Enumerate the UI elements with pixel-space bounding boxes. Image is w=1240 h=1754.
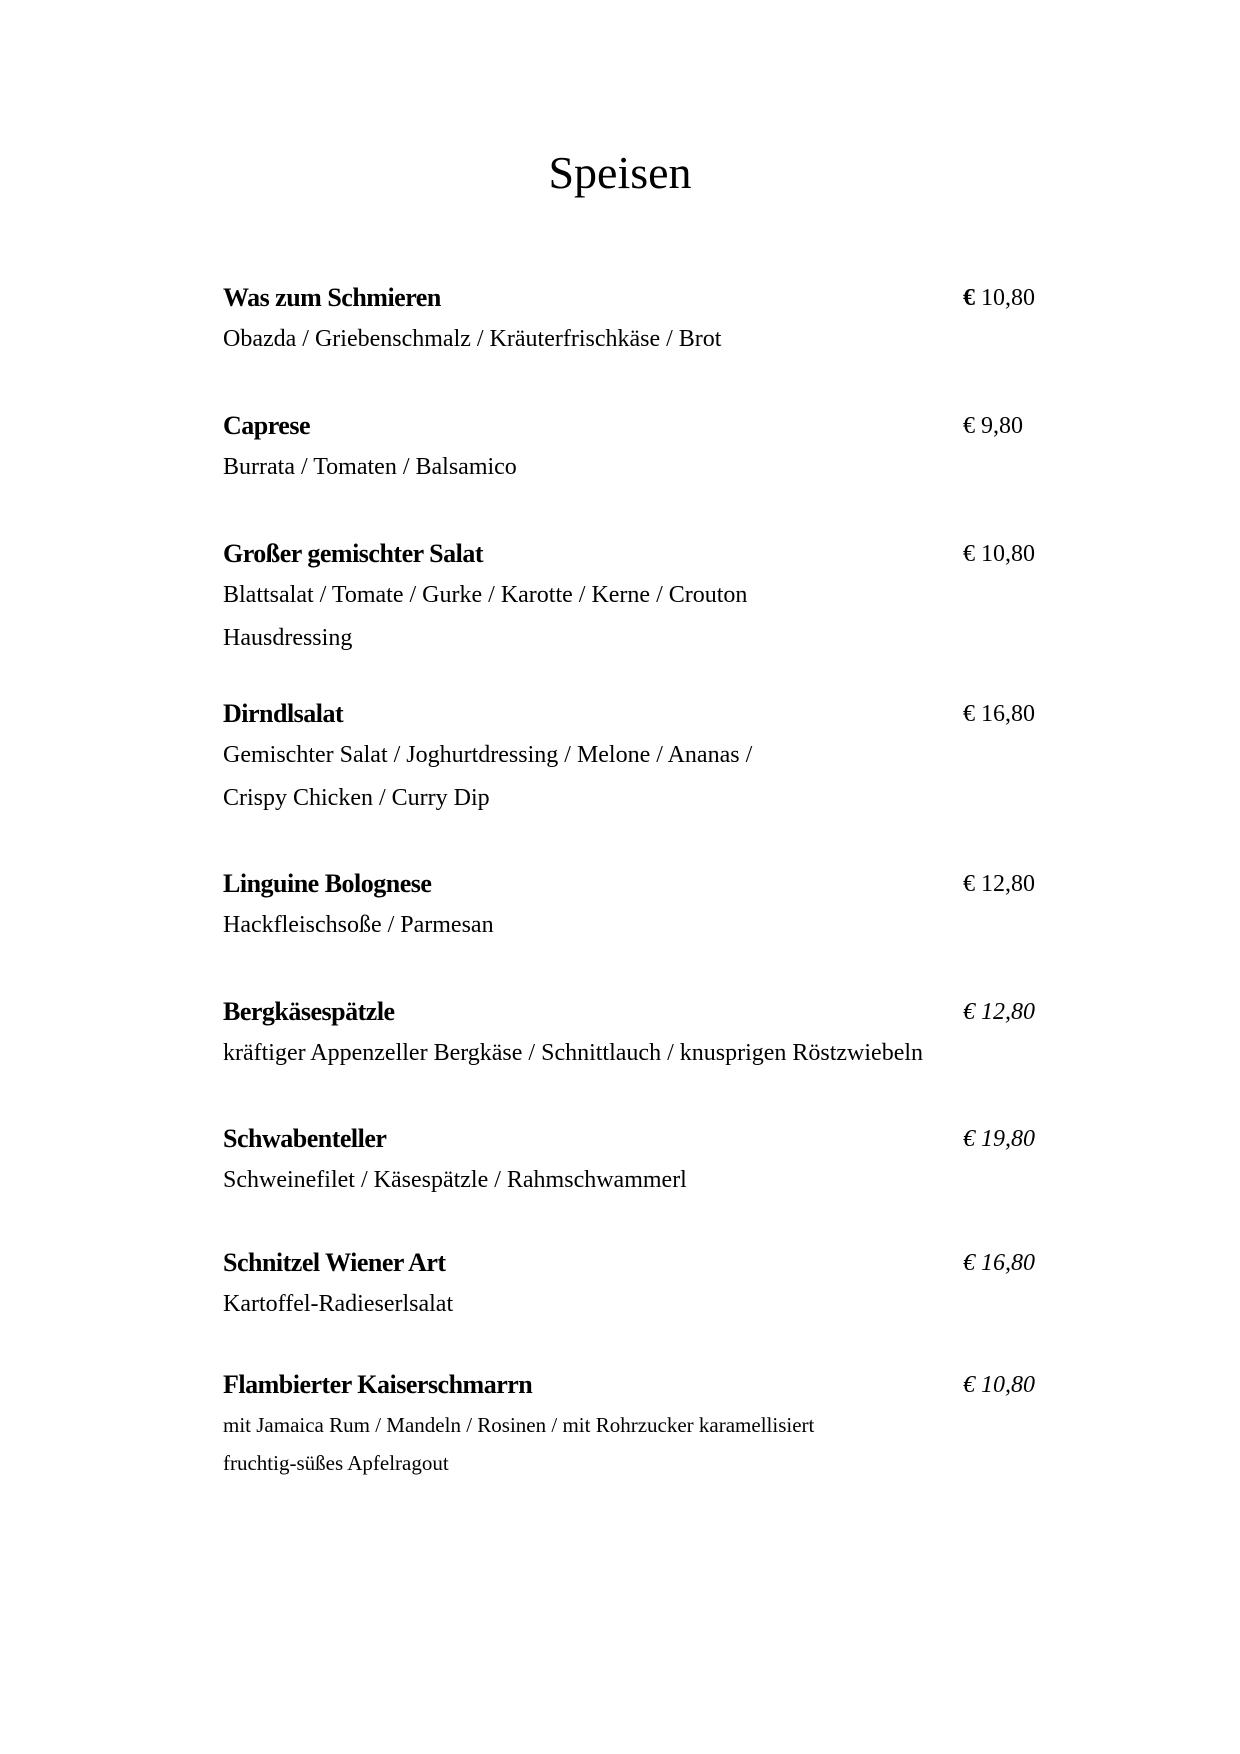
- menu-item-price: [963, 406, 1023, 446]
- price-value: 12,80: [981, 999, 1035, 1025]
- menu-item-price: [963, 278, 1035, 318]
- menu-item-name: Linguine Bolognese: [223, 869, 432, 898]
- menu-item-price: [963, 1365, 1035, 1405]
- currency-symbol: €: [963, 541, 975, 567]
- price-value: 12,80: [981, 871, 1035, 897]
- menu-item-description: [223, 1032, 1043, 1075]
- menu-item-price: [963, 1243, 1035, 1283]
- price-value: 10,80: [981, 285, 1035, 311]
- currency-symbol: €: [963, 999, 975, 1025]
- description-line: Crispy Chicken / Curry Dip: [223, 785, 490, 811]
- menu-item-name: Schnitzel Wiener Art: [223, 1248, 446, 1277]
- menu-item-description: [223, 446, 1043, 489]
- menu-item-price: [963, 694, 1035, 734]
- description-line: Obazda / Griebenschmalz / Kräuterfrischkäse / Brot: [223, 326, 722, 352]
- currency-symbol: €: [963, 1372, 975, 1398]
- description-line: Hackfleischsoße / Parmesan: [223, 912, 494, 938]
- currency-symbol: €: [963, 701, 975, 727]
- price-value: 10,80: [981, 541, 1035, 567]
- menu-item-name: Was zum Schmieren: [223, 283, 441, 312]
- menu-item-name: Caprese: [223, 411, 311, 440]
- price-value: 16,80: [981, 1250, 1035, 1276]
- price-value: 19,80: [981, 1126, 1035, 1152]
- description-line: fruchtig-süßes Apfelragout: [223, 1451, 449, 1475]
- description-line: kräftiger Appenzeller Bergkäse / Schnittlauch / knusprigen Röstzwiebeln: [223, 1040, 924, 1066]
- menu-item-price: [963, 1119, 1035, 1159]
- currency-symbol: €: [963, 285, 975, 311]
- page-title: Speisen: [548, 147, 692, 198]
- menu-item-name: Dirndlsalat: [223, 699, 344, 728]
- menu-item-description: [223, 1406, 1043, 1482]
- description-line: Hausdressing: [223, 625, 353, 651]
- menu-item-price: [963, 534, 1035, 574]
- description-line: Burrata / Tomaten / Balsamico: [223, 454, 517, 480]
- menu-item-price: [963, 992, 1035, 1032]
- menu-item-name: Bergkäsespätzle: [223, 997, 395, 1026]
- currency-symbol: €: [963, 871, 975, 897]
- currency-symbol: €: [963, 1126, 975, 1152]
- menu-item-price: [963, 864, 1035, 904]
- currency-symbol: €: [963, 413, 975, 439]
- menu-item-name: Großer gemischter Salat: [223, 539, 484, 568]
- description-line: Kartoffel-Radieserlsalat: [223, 1291, 454, 1317]
- price-value: 16,80: [981, 701, 1035, 727]
- menu-item-description: [223, 574, 1043, 660]
- description-line: Schweinefilet / Käsespätzle / Rahmschwammerl: [223, 1167, 687, 1193]
- menu-item-name: Flambierter Kaiserschmarrn: [223, 1370, 533, 1399]
- menu-item-description: [223, 904, 1043, 947]
- menu-item-description: [223, 1283, 1043, 1326]
- description-line: Gemischter Salat / Joghurtdressing / Melone / Ananas /: [223, 742, 753, 768]
- price-value: 9,80: [981, 413, 1023, 439]
- menu-item-description: [223, 734, 1043, 820]
- price-value: 10,80: [981, 1372, 1035, 1398]
- description-line: Blattsalat / Tomate / Gurke / Karotte / Kerne / Crouton: [223, 582, 748, 608]
- menu-item-description: [223, 318, 1043, 361]
- description-line: mit Jamaica Rum / Mandeln / Rosinen / mit Rohrzucker karamellisiert: [223, 1413, 815, 1437]
- currency-symbol: €: [963, 1250, 975, 1276]
- menu-item-description: [223, 1159, 1043, 1202]
- menu-item-name: Schwabenteller: [223, 1124, 387, 1153]
